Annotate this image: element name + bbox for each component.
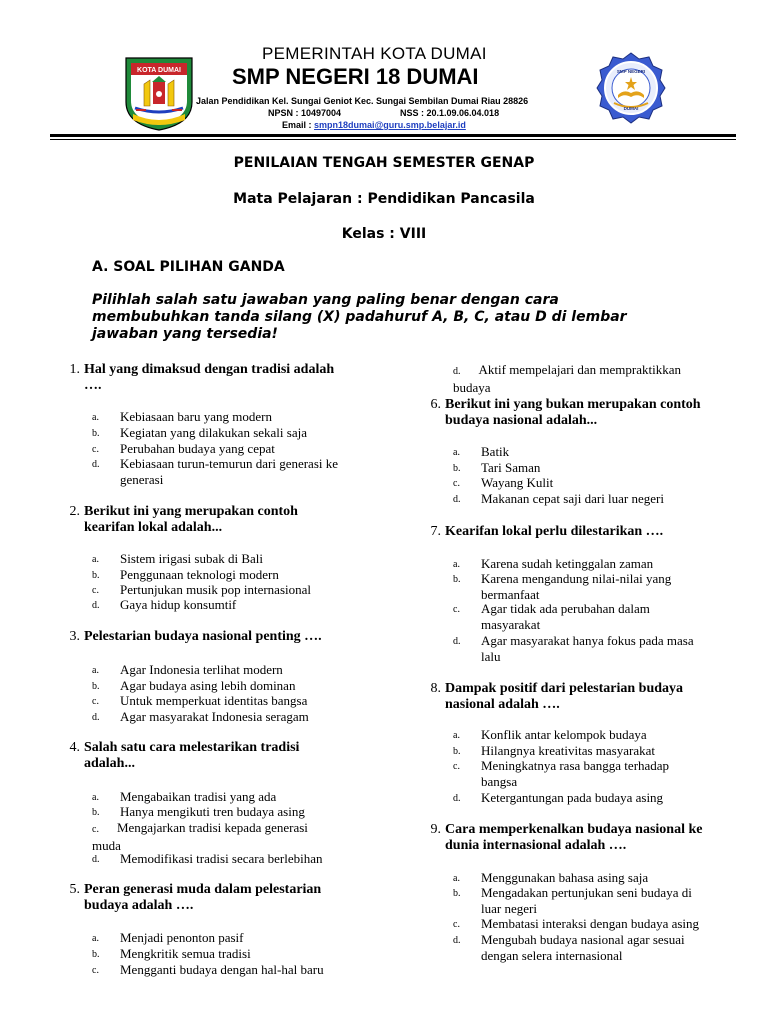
option-text: Agar Indonesia terlihat modern [120, 662, 283, 677]
question-text: Hal yang dimaksud dengan tradisi adalah [84, 362, 335, 377]
option-letter: a. [453, 873, 460, 884]
option-text: Menggunakan bahasa asing saja [481, 870, 649, 885]
exam-subject: Mata Pelajaran : Pendidikan Pancasila [233, 191, 535, 207]
option-text: Memodifikasi tradisi secara berlebihan [120, 851, 323, 866]
option[interactable] [453, 362, 753, 395]
instruction-line-3: jawaban yang tersedia! [92, 326, 278, 342]
question [60, 882, 390, 916]
section-heading: A. SOAL PILIHAN GANDA [92, 259, 285, 275]
option-text-cont: budaya [453, 379, 491, 395]
option-text: Mengkritik semua tradisi [120, 946, 251, 961]
option-letter: a. [92, 792, 99, 803]
option-letter: d. [92, 854, 100, 865]
option-text: Menjadi penonton pasif [120, 930, 244, 945]
instructions [92, 292, 692, 343]
option-text: Perubahan budaya yang cepat [120, 441, 275, 456]
option-letter: c. [92, 965, 99, 976]
option-text-cont: bermanfaat [481, 586, 540, 602]
question-number: 1. [69, 362, 80, 377]
question-text-cont: dunia internasional adalah …. [445, 838, 627, 853]
question-text: Dampak positif dari pelestarian budaya [445, 681, 684, 696]
option-text: Konflik antar kelompok budaya [481, 727, 647, 742]
option-text: Tari Saman [481, 460, 541, 475]
question [421, 681, 751, 715]
option-text-cont: muda [92, 837, 121, 853]
option[interactable] [453, 758, 753, 790]
option-letter: d. [92, 600, 100, 611]
option-text: Karena mengandung nilai-nilai yang [481, 571, 672, 586]
option-text: Sistem irigasi subak di Bali [120, 551, 263, 566]
option-letter: a. [453, 559, 460, 570]
option-letter: a. [92, 933, 99, 944]
option-text: Agar masyarakat Indonesia seragam [120, 709, 309, 724]
option-text: Meningkatnya rasa bangga terhadap [481, 758, 670, 773]
option-text: Wayang Kulit [481, 475, 554, 490]
school-npsn: NPSN : 10497004 [268, 108, 342, 118]
kota-dumai-emblem-icon [122, 54, 196, 132]
option-letter: b. [453, 888, 461, 899]
option-letter: d. [92, 712, 100, 723]
school-nss: NSS : 20.1.09.06.04.018 [400, 108, 500, 118]
option-letter: b. [92, 428, 100, 439]
school-address: Jalan Pendidikan Kel. Sungai Geniot Kec. Sungai Sembilan Dumai Riau 28826 [196, 96, 529, 106]
option-text-cont: masyarakat [481, 616, 541, 632]
question-text: Berikut ini yang bukan merupakan contoh [445, 397, 701, 412]
option-letter: c. [453, 604, 460, 615]
government-name: PEMERINTAH KOTA DUMAI [262, 44, 487, 63]
option-letter: a. [92, 412, 99, 423]
option-letter: b. [92, 949, 100, 960]
option-letter: c. [453, 919, 460, 930]
option-text-cont: lalu [481, 648, 501, 664]
option-letter: a. [92, 554, 99, 565]
option-letter: a. [453, 447, 460, 458]
option-text: Agar masyarakat hanya fokus pada masa [481, 633, 694, 648]
question [421, 822, 751, 856]
school-email-link[interactable]: smpn18dumai@guru.smp.belajar.id [314, 120, 466, 130]
option-text: Mengabaikan tradisi yang ada [120, 789, 277, 804]
option-letter: b. [453, 746, 461, 757]
option[interactable] [453, 633, 753, 665]
exam-title: PENILAIAN TENGAH SEMESTER GENAP [233, 155, 535, 171]
letterhead-rule-thick [50, 134, 736, 137]
option-letter: c. [92, 696, 99, 707]
question-text-cont: nasional adalah …. [445, 697, 560, 712]
option-text: Kegiatan yang dilakukan sekali saja [120, 425, 307, 440]
question-text: Salah satu cara melestarikan tradisi [84, 740, 300, 755]
option-text-cont: dengan selera internasional [481, 947, 623, 963]
option-text: Agar budaya asing lebih dominan [120, 678, 296, 693]
option-letter: d. [453, 494, 461, 505]
exam-grade: Kelas : VIII [341, 226, 427, 242]
option-letter: d. [453, 935, 461, 946]
option-letter: d. [453, 366, 461, 377]
question-text-cont: …. [84, 378, 102, 393]
option-letter: a. [92, 665, 99, 676]
option-letter: d. [453, 793, 461, 804]
question-text-cont: budaya nasional adalah... [445, 413, 598, 428]
option-text: Pertunjukan musik pop internasional [120, 582, 312, 597]
question [60, 740, 390, 774]
option-text: Mengajarkan tradisi kepada generasi [116, 820, 308, 835]
school-seal-icon [596, 51, 666, 125]
letterhead-rule-thin [50, 139, 736, 140]
option-letter: d. [453, 636, 461, 647]
option-text-cont: luar negeri [481, 900, 537, 916]
option-letter: c. [453, 478, 460, 489]
option-letter: b. [92, 570, 100, 581]
question-text-cont: kearifan lokal adalah... [84, 520, 223, 535]
question-text: Pelestarian budaya nasional penting …. [84, 629, 322, 644]
school-name: SMP NEGERI 18 DUMAI [232, 64, 479, 89]
question [60, 629, 390, 647]
option-text: Kebiasaan turun-temurun dari generasi ke [120, 456, 339, 471]
question-number: 6. [430, 397, 441, 412]
option[interactable] [92, 820, 392, 853]
option[interactable] [453, 601, 753, 633]
question [421, 397, 751, 431]
option-text: Agar tidak ada perubahan dalam [481, 601, 650, 616]
option-text: Makanan cepat saji dari luar negeri [481, 491, 664, 506]
question [421, 524, 751, 542]
option-text: Penggunaan teknologi modern [120, 567, 279, 582]
question-number: 7. [430, 524, 441, 539]
option[interactable] [92, 456, 392, 488]
option-letter: c. [92, 444, 99, 455]
school-seal-top-label: SMP NEGERI [616, 69, 646, 74]
question-text: Cara memperkenalkan budaya nasional ke [445, 822, 703, 837]
question [60, 362, 390, 396]
option-text: Ketergantungan pada budaya asing [481, 790, 664, 805]
kota-dumai-emblem-label: KOTA DUMAI [137, 67, 181, 74]
option-letter: b. [92, 807, 100, 818]
option[interactable] [453, 932, 753, 964]
question-number: 5. [69, 882, 80, 897]
option-text: Karena sudah ketinggalan zaman [481, 556, 654, 571]
option-text: Batik [481, 444, 510, 459]
option-letter: c. [92, 585, 99, 596]
option-letter: b. [453, 574, 461, 585]
question-text: Peran generasi muda dalam pelestarian [84, 882, 322, 897]
question-number: 8. [430, 681, 441, 696]
option-text: Membatasi interaksi dengan budaya asing [481, 916, 700, 931]
option-letter: c. [453, 761, 460, 772]
option-text: Kebiasaan baru yang modern [120, 409, 272, 424]
option-text: Gaya hidup konsumtif [120, 597, 237, 612]
instruction-line-2: membubuhkan tanda silang (X) padahuruf A, B, C, atau D di lembar [92, 309, 627, 325]
option-letter: b. [92, 681, 100, 692]
question [60, 504, 390, 538]
question-number: 2. [69, 504, 80, 519]
option-letter: c. [92, 824, 99, 835]
instruction-line-1: Pilihlah salah satu jawaban yang paling benar dengan cara [92, 292, 559, 308]
option-text: Mengganti budaya dengan hal-hal baru [120, 962, 324, 977]
question-text: Berikut ini yang merupakan contoh [84, 504, 298, 519]
question-text-cont: budaya adalah …. [84, 898, 194, 913]
option-text-cont: bangsa [481, 773, 518, 789]
option-text: Mengubah budaya nasional agar sesuai [481, 932, 685, 947]
option-text: Hanya mengikuti tren budaya asing [120, 804, 305, 819]
option-text-cont: generasi [120, 471, 164, 487]
option[interactable] [453, 571, 753, 603]
option-text: Hilangnya kreativitas masyarakat [481, 743, 655, 758]
option-letter: a. [453, 730, 460, 741]
option[interactable] [453, 885, 753, 917]
option-letter: b. [453, 463, 461, 474]
email-label: Email : [282, 120, 315, 130]
school-seal-bottom-label: DUMAI [623, 106, 639, 111]
option-text: Untuk memperkuat identitas bangsa [120, 693, 308, 708]
option-text: Aktif mempelajari dan mempraktikkan [478, 362, 682, 377]
option-text: Mengadakan pertunjukan seni budaya di [481, 885, 692, 900]
question-text-cont: adalah... [84, 756, 135, 771]
school-email-line [282, 120, 466, 130]
question-number: 3. [69, 629, 80, 644]
question-number: 4. [69, 740, 80, 755]
question-text: Kearifan lokal perlu dilestarikan …. [445, 524, 664, 539]
option-letter: d. [92, 459, 100, 470]
question-number: 9. [430, 822, 441, 837]
